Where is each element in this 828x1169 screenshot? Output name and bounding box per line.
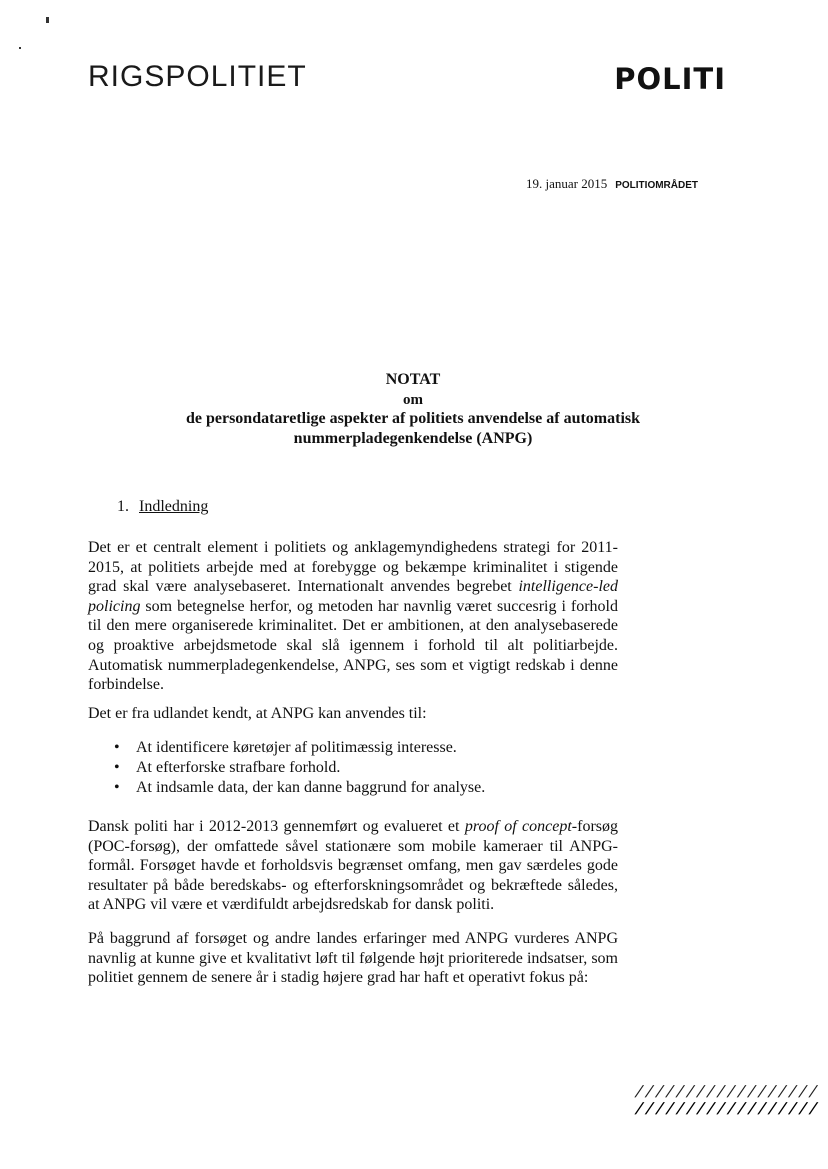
list-item [114, 758, 485, 778]
title-notat: NOTAT [385, 371, 441, 388]
section-heading [117, 498, 208, 516]
paragraph-intro-text-cont: som betegnelse herfor, og metoden har navnlig været succesrig i forhold til den mere organiserede kriminalitet. Det er ambitionen, at den analysebaserede og proaktive arbejdsmetode skal slå igennem i forhold til alt politiarbejde. Automatisk nummerpladegenkendelse, ANPG, ses som et vigtigt redskab i denne forbindelse. [88, 597, 618, 694]
bullet-icon: • [114, 739, 120, 756]
list-item-text: At identificere køretøjer af politimæssig interesse. [136, 739, 457, 756]
list-item [114, 778, 485, 798]
footer-stripe-mark-bold: ////////////////// [633, 1099, 822, 1117]
paragraph-poc [88, 817, 618, 915]
organization-name: RIGSPOLITIET [88, 60, 307, 93]
document-date: 19. januar 2015 [525, 176, 608, 191]
section-title: Indledning [139, 498, 209, 515]
paragraph-poc-emphasis: proof of concept [464, 818, 572, 835]
politi-logo: POLITI [614, 62, 726, 96]
dateline [420, 176, 698, 192]
scan-speck [46, 17, 49, 23]
list-item [114, 738, 485, 758]
usage-list [114, 738, 485, 798]
footer-stripe-mark: ////////////////// [633, 1082, 822, 1100]
section-number: 1. [117, 498, 129, 515]
scan-speck [19, 47, 21, 49]
title-subject-line2: nummerpladegenkendelse (ANPG) [293, 430, 533, 447]
title-subject-line1: de persondataretlige aspekter af politiets anvendelse af automatisk [185, 410, 641, 427]
paragraph-poc-text-cont: -forsøg (POC-forsøg), der omfattede såvel stationære som mobile kameraer til ANPG-formål. Forsøget havde et forholdsvis begrænset omfang, men gav særdeles gode resultater på både beredskabs- og efterforskningsområdet og bekræftede således, at ANPG vil være et værdifuldt arbejdsredskab for dansk politi. [88, 818, 618, 914]
paragraph-intro [88, 538, 618, 695]
paragraph-usage-intro: Det er fra udlandet kendt, at ANPG kan anvendes til: [88, 705, 427, 722]
paragraph-poc-text: Dansk politi har i 2012-2013 gennemført og evalueret et [88, 818, 465, 835]
title-om: om [403, 392, 423, 408]
paragraph-intro-emphasis: intelligence-led policing [88, 578, 618, 615]
paragraph-assessment: På baggrund af forsøget og andre landes erfaringer med ANPG vurderes ANPG navnlig at kunne give et kvalitativt løft til følgende højt prioriterede indsatser, som politiet gennem de senere år i stadig højere grad har haft et operativt fokus på: [88, 930, 618, 987]
list-item-text: At indsamle data, der kan danne baggrund for analyse. [136, 779, 486, 796]
bullet-icon: • [114, 759, 120, 776]
paragraph-intro-text: Det er et centralt element i politiets og anklagemyndighedens strategi for 2011-2015, at politiets arbejde med at forebygge og bekæmpe kriminalitet i stigende grad skal være analysebaseret. Internationalt anvendes begrebet [88, 539, 618, 596]
list-item-text: At efterforske strafbare forhold. [136, 759, 341, 776]
bullet-icon: • [114, 779, 120, 796]
department-name: POLITIOMRÅDET [615, 180, 698, 191]
